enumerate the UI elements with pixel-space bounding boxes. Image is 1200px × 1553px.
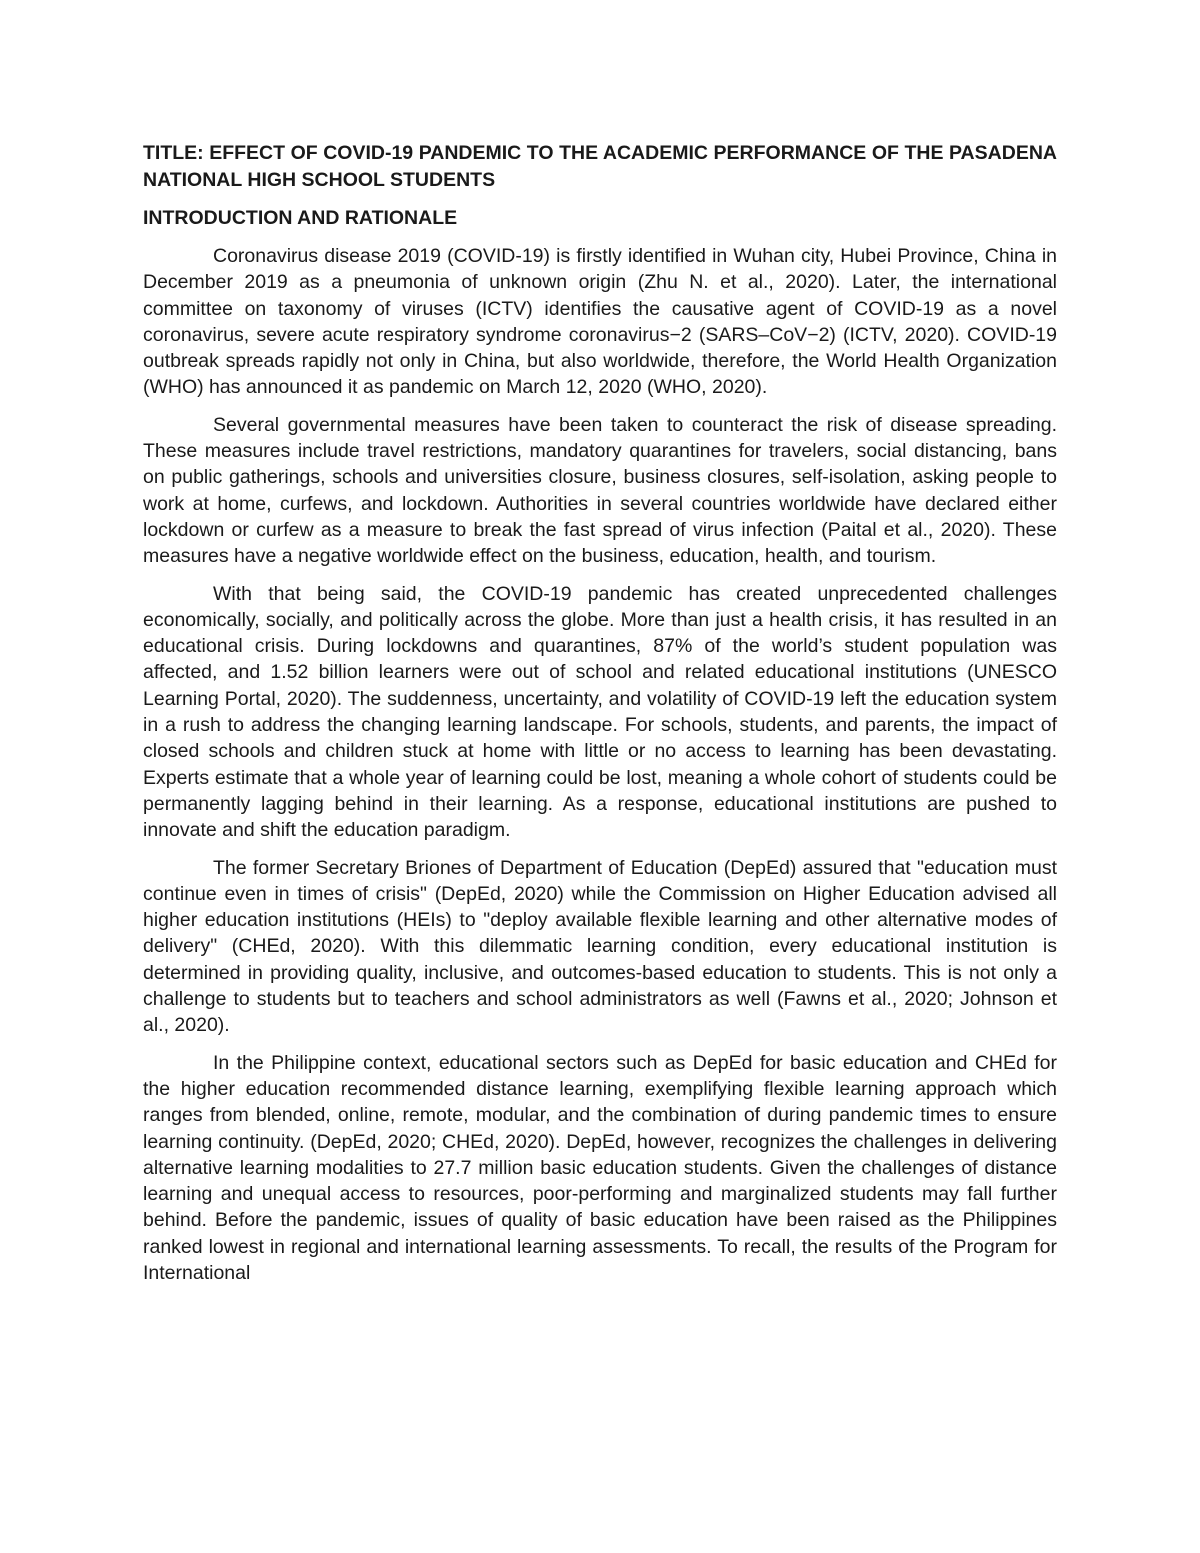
document-title: TITLE: EFFECT OF COVID-19 PANDEMIC TO THE ACADEMIC PERFORMANCE OF THE PASADENA NATIONAL HIGH SCHOOL STUDENTS	[143, 142, 1057, 191]
paragraph-2: Several governmental measures have been taken to counteract the risk of disease spreading. These measures include travel restrictions, mandatory quarantines for travelers, social distancing, bans on public gatherings, schools and universities closure, business closures, self-isolation, asking people to work at home, curfews, and lockdown. Authorities in several countries worldwide have declared either lockdown or curfew as a measure to break the fast spread of virus infection (Paital et al., 2020). These measures have a negative worldwide effect on the business, education, health, and tourism.	[143, 413, 1057, 568]
paragraph-5: In the Philippine context, educational sectors such as DepEd for basic education and CHEd for the higher education recommended distance learning, exemplifying flexible learning approach which ranges from blended, online, remote, modular, and the combination of during pandemic times to ensure learning continuity. (DepEd, 2020; CHEd, 2020). DepEd, however, recognizes the challenges in delivering alternative learning modalities to 27.7 million basic education students. Given the challenges of distance learning and unequal access to resources, poor-performing and marginalized students may fall further behind. Before the pandemic, issues of quality of basic education have been raised as the Philippines ranked lowest in regional and international learning assessments. To recall, the results of the Program for International	[143, 1051, 1057, 1284]
paragraph-1: Coronavirus disease 2019 (COVID-19) is firstly identified in Wuhan city, Hubei Province, China in December 2019 as a pneumonia of unknown origin (Zhu N. et al., 2020). Later, the international committee on taxonomy of viruses (ICTV) identifies the causative agent of COVID-19 as a novel coronavirus, severe acute respiratory syndrome coronavirus−2 (SARS–CoV−2) (ICTV, 2020). COVID-19 outbreak spreads rapidly not only in China, but also worldwide, therefore, the World Health Organization (WHO) has announced it as pandemic on March 12, 2020 (WHO, 2020).	[143, 245, 1057, 399]
document-body	[143, 140, 1057, 1286]
paragraph-3: With that being said, the COVID-19 pandemic has created unprecedented challenges economically, socially, and politically across the globe. More than just a health crisis, it has resulted in an educational crisis. During lockdowns and quarantines, 87% of the world’s student population was affected, and 1.52 billion learners were out of school and related educational institutions (UNESCO Learning Portal, 2020). The suddenness, uncertainty, and volatility of COVID-19 left the education system in a rush to address the changing learning landscape. For schools, students, and parents, the impact of closed schools and children stuck at home with little or no access to learning has been devastating. Experts estimate that a whole year of learning could be lost, meaning a whole cohort of students could be permanently lagging behind in their learning. As a response, educational institutions are pushed to innovate and shift the education paradigm.	[143, 582, 1057, 842]
section-heading: INTRODUCTION AND RATIONALE	[143, 207, 458, 229]
paragraph-4: The former Secretary Briones of Department of Education (DepEd) assured that "education must continue even in times of crisis" (DepEd, 2020) while the Commission on Higher Education advised all higher education institutions (HEIs) to "deploy available flexible learning and other alternative modes of delivery" (CHEd, 2020). With this dilemmatic learning condition, every educational institution is determined in providing quality, inclusive, and outcomes-based education to students. This is not only a challenge to students but to teachers and school administrators as well (Fawns et al., 2020; Johnson et al., 2020).	[143, 856, 1057, 1037]
